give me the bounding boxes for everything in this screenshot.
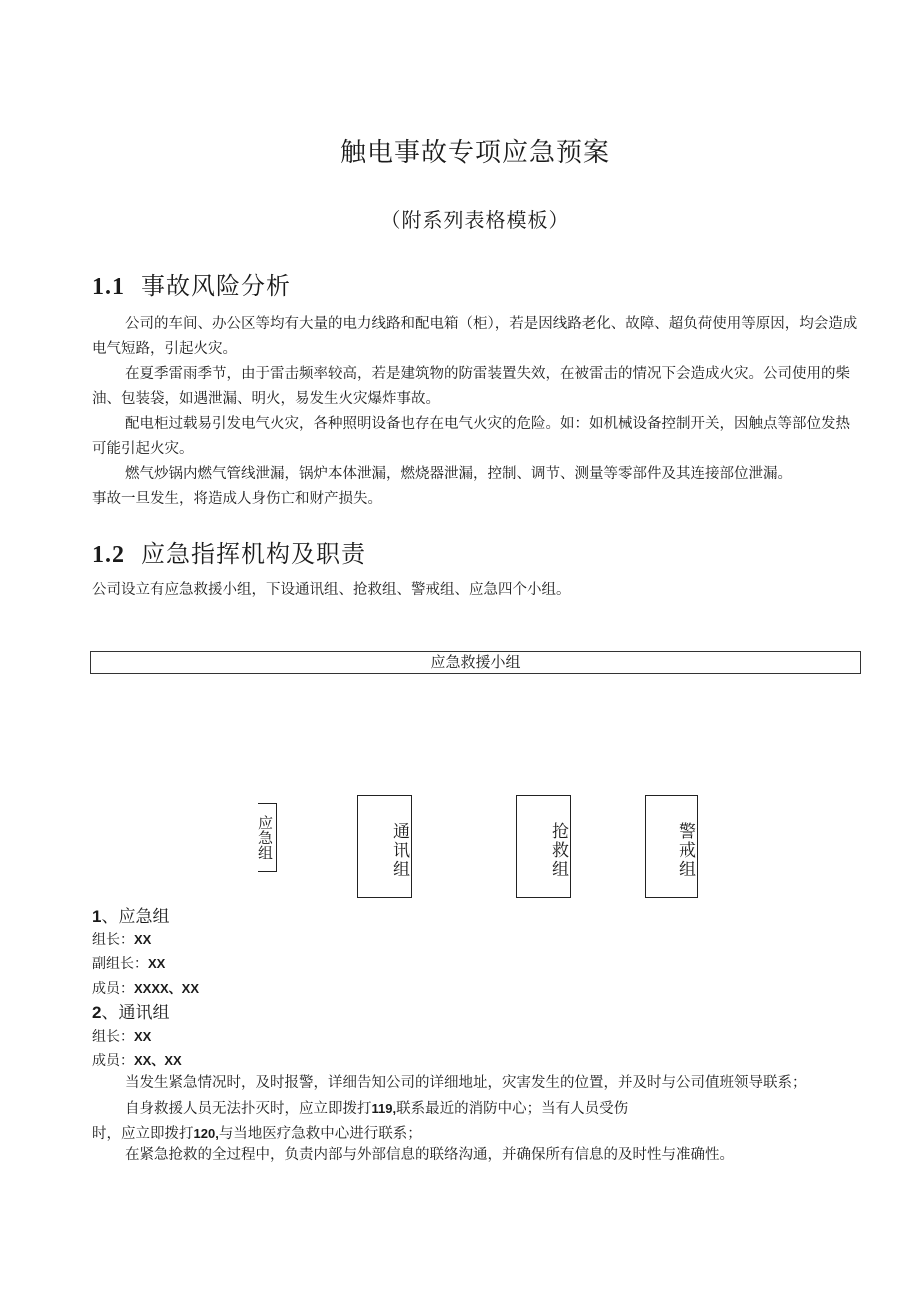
section-number: 1.1 — [92, 274, 125, 300]
group2-duty-4: 在紧急抢救的全过程中，负责内部与外部信息的联络沟通，并确保所有信息的及时性与准确性。 — [125, 1147, 734, 1163]
org-chart-group-rescue: 抢救组 — [516, 795, 571, 898]
label: 成员： — [92, 981, 134, 997]
org-chart-group-communication: 通讯组 — [357, 795, 412, 898]
group2-duty-1: 当发生紧急情况时，及时报警，详细告知公司的详细地址，灾害发生的位置，并及时与公司值班领导联系； — [125, 1075, 807, 1091]
value: XX — [134, 1029, 152, 1044]
group2-members — [92, 1050, 182, 1070]
paragraph: 公司的车间、办公区等均有大量的电力线路和配电箱（柜），若是因线路老化、故障、超负荷使用等原因，均会造成电气短路，引起火灾。 — [92, 316, 858, 357]
section-heading-command — [92, 534, 366, 569]
label: 组长： — [92, 1029, 134, 1045]
paragraph: 事故一旦发生，将造成人身伤亡和财产损失。 — [92, 491, 382, 507]
group-title: 、应急组 — [101, 907, 170, 927]
phone-number: 119, — [371, 1101, 397, 1116]
label: 成员： — [92, 1053, 134, 1069]
risk-analysis-body — [92, 312, 862, 512]
group2-leader — [92, 1026, 151, 1046]
text: 联系最近的消防中心；当有人员受伤 — [396, 1101, 629, 1117]
command-intro: 公司设立有应急救援小组，下设通讯组、抢救组、警戒组、应急四个小组。 — [92, 582, 571, 598]
org-chart-group-guard: 警戒组 — [645, 795, 698, 898]
section-heading-risk-analysis — [92, 266, 291, 301]
paragraph: 在夏季雷雨季节，由于雷击频率较高，若是建筑物的防雷装置失效，在被雷击的情况下会造成火灾。公司使用的柴油、包装袋，如遇泄漏、明火，易发生火灾爆炸事故。 — [92, 366, 850, 407]
group1-vice-leader — [92, 953, 165, 973]
group-number: 1 — [92, 907, 102, 926]
value: XX — [134, 932, 152, 947]
group1-members — [92, 978, 199, 998]
value: XX — [148, 956, 166, 971]
phone-number: 120, — [193, 1126, 219, 1141]
document-subtitle: （附系列表格模板） — [380, 208, 570, 232]
label: 副组长： — [92, 956, 148, 972]
group-number: 2 — [92, 1003, 102, 1022]
group-title: 、通讯组 — [101, 1003, 170, 1023]
group2-duty-2 — [125, 1096, 628, 1122]
paragraph: 燃气炒锅内燃气管线泄漏，锅炉本体泄漏，燃烧器泄漏，控制、调节、测量等零部件及其连接部位泄漏。 — [125, 466, 792, 482]
paragraph: 配电柜过载易引发电气火灾，各种照明设备也存在电气火灾的危险。如：如机械设备控制开关，因触点等部位发热可能引起火灾。 — [92, 416, 850, 457]
text: 时，应立即拨打 — [92, 1126, 194, 1142]
group1-heading — [92, 902, 169, 927]
value: XXXX、XX — [134, 981, 200, 996]
text: 与当地医疗急救中心进行联系； — [218, 1126, 422, 1142]
group1-leader — [92, 929, 151, 949]
document-title: 触电事故专项应急预案 — [339, 138, 610, 168]
section-title: 应急指挥机构及职责 — [141, 540, 366, 568]
org-chart-top-box: 应急救援小组 — [90, 651, 861, 674]
value: XX、XX — [134, 1053, 182, 1068]
label: 组长： — [92, 932, 134, 948]
org-chart-group-emergency: 应急组 — [258, 803, 277, 872]
section-title: 事故风险分析 — [141, 272, 291, 300]
section-number: 1.2 — [92, 542, 125, 568]
text: 自身救援人员无法扑灭时，应立即拨打 — [125, 1101, 372, 1117]
group2-heading — [92, 998, 169, 1023]
